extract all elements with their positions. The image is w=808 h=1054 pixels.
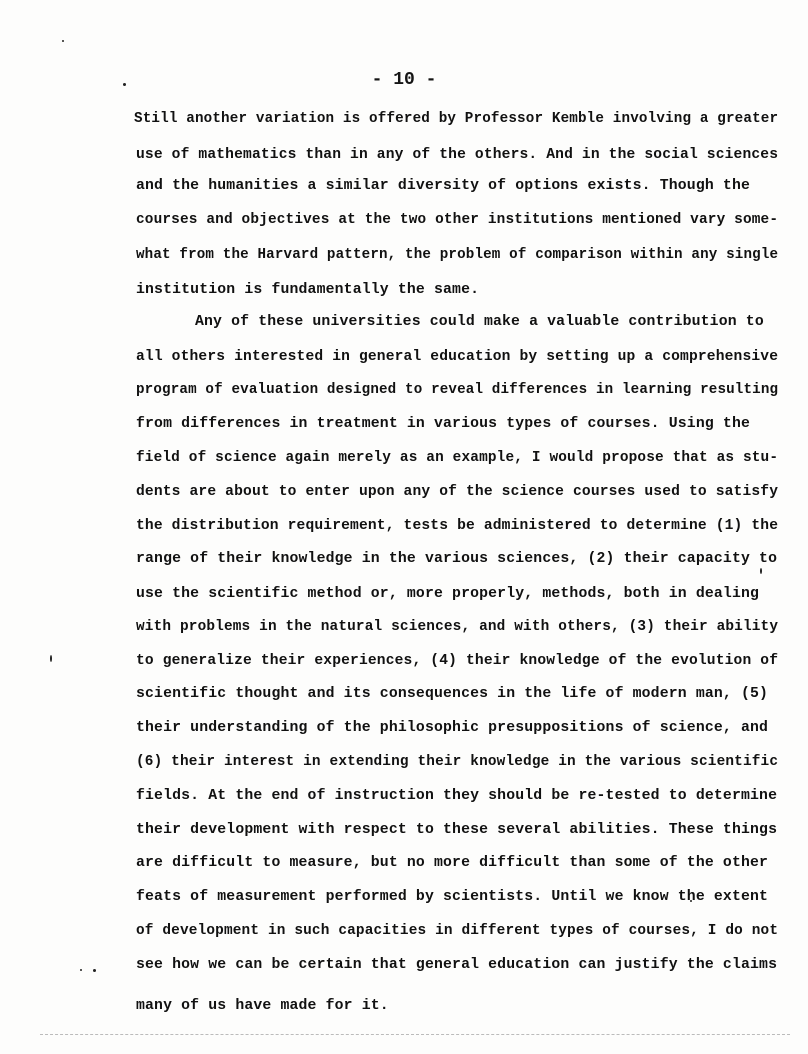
text-line: use the scientific method or, more properly, methods, both in dealing xyxy=(136,586,760,602)
text-line: scientific thought and its consequences in the life of modern man, (5) xyxy=(136,686,769,702)
page-number: - 10 - xyxy=(371,70,437,90)
text-line: what from the Harvard pattern, the problem of comparison within any single xyxy=(136,247,779,263)
text-line: dents are about to enter upon any of the science courses used to satisfy xyxy=(136,484,779,500)
scan-speck xyxy=(50,655,52,662)
text-line: field of science again merely as an example, I would propose that as stu- xyxy=(136,450,779,466)
text-line: program of evaluation designed to reveal differences in learning resulting xyxy=(136,382,779,398)
scan-speck xyxy=(80,969,82,971)
text-line: the distribution requirement, tests be administered to determine (1) the xyxy=(136,518,779,534)
text-line: feats of measurement performed by scientists. Until we know the extent xyxy=(136,889,769,905)
text-line: from differences in treatment in various types of courses. Using the xyxy=(136,416,751,432)
scan-speck xyxy=(62,40,64,42)
text-line: fields. At the end of instruction they should be re-tested to determine xyxy=(136,788,778,804)
text-line: their understanding of the philosophic presuppositions of science, and xyxy=(136,720,769,736)
text-line: Still another variation is offered by Professor Kemble involving a greater xyxy=(134,111,779,127)
text-line: (6) their interest in extending their knowledge in the various scientific xyxy=(136,754,779,770)
scan-speck xyxy=(93,969,96,972)
text-line: to generalize their experiences, (4) their knowledge of the evolution of xyxy=(136,653,779,669)
text-line: all others interested in general education by setting up a comprehensive xyxy=(136,349,779,365)
text-line: institution is fundamentally the same. xyxy=(136,282,480,298)
text-line: with problems in the natural sciences, and with others, (3) their ability xyxy=(136,619,779,635)
text-line: courses and objectives at the two other institutions mentioned vary some- xyxy=(136,212,779,228)
text-line: use of mathematics than in any of the others. And in the social sciences xyxy=(136,147,779,163)
page-edge-line xyxy=(40,1034,790,1035)
text-line: see how we can be certain that general education can justify the claims xyxy=(136,957,778,973)
text-line: many of us have made for it. xyxy=(136,998,389,1014)
text-line: Any of these universities could make a valuable contribution to xyxy=(195,314,764,330)
text-line: range of their knowledge in the various sciences, (2) their capacity to xyxy=(136,551,778,567)
text-line: of development in such capacities in different types of courses, I do not xyxy=(136,923,779,939)
text-line: are difficult to measure, but no more difficult than some of the other xyxy=(136,855,769,871)
text-line: and the humanities a similar diversity of options exists. Though the xyxy=(136,178,751,194)
text-line: their development with respect to these several abilities. These things xyxy=(136,822,778,838)
